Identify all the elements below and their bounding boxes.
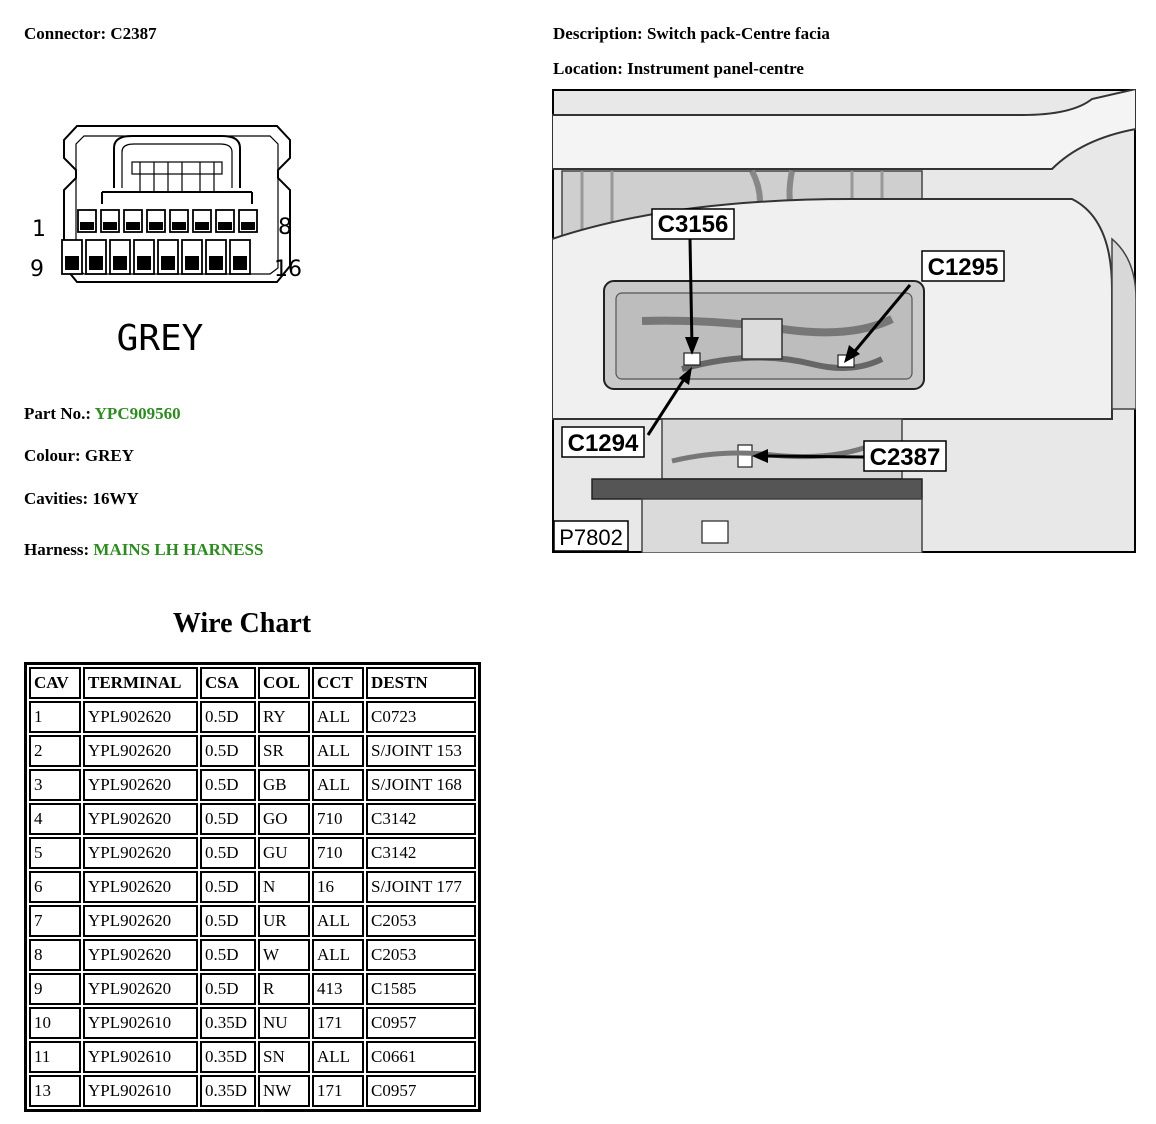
- pin-16-label: 16: [274, 257, 302, 282]
- cct-cell: 16: [312, 871, 364, 903]
- cav-cell: 10: [29, 1007, 81, 1039]
- cct-cell: 413: [312, 973, 364, 1005]
- harness-row: Harness: MAINS LH HARNESS: [24, 540, 264, 559]
- terminal-cell: YPL902620: [83, 871, 198, 903]
- location-value: Instrument panel-centre: [627, 59, 804, 78]
- cct-cell: ALL: [312, 701, 364, 733]
- table-row: [29, 701, 476, 733]
- cct-cell: ALL: [312, 939, 364, 971]
- col-cell: GB: [258, 769, 310, 801]
- header-destn: DESTN: [366, 667, 476, 699]
- header-cct: CCT: [312, 667, 364, 699]
- destn-cell: S/JOINT 168: [366, 769, 476, 801]
- csa-cell: 0.35D: [200, 1007, 256, 1039]
- table-row: [29, 769, 476, 801]
- destn-cell: C2053: [366, 905, 476, 937]
- location-heading: Location: Instrument panel-centre: [553, 59, 804, 78]
- cav-cell: 1: [29, 701, 81, 733]
- terminal-cell: YPL902610: [83, 1075, 198, 1107]
- cavities-value: 16WY: [92, 489, 139, 508]
- csa-cell: 0.5D: [200, 837, 256, 869]
- connector-heading: Connector: C2387: [24, 24, 157, 43]
- callout-c3156: C3156: [657, 211, 729, 238]
- col-cell: SR: [258, 735, 310, 767]
- header-col: COL: [258, 667, 310, 699]
- header-cav: CAV: [29, 667, 81, 699]
- header-terminal: TERMINAL: [83, 667, 198, 699]
- colour-caption: GREY: [116, 318, 204, 359]
- location-photo: [552, 89, 1136, 553]
- cav-cell: 5: [29, 837, 81, 869]
- col-cell: RY: [258, 701, 310, 733]
- cct-cell: ALL: [312, 769, 364, 801]
- table-row: [29, 871, 476, 903]
- csa-cell: 0.5D: [200, 871, 256, 903]
- part-no-row: Part No.: YPC909560: [24, 404, 181, 423]
- table-row: [29, 939, 476, 971]
- cav-cell: 8: [29, 939, 81, 971]
- cct-cell: 710: [312, 803, 364, 835]
- terminal-cell: YPL902610: [83, 1007, 198, 1039]
- destn-cell: C3142: [366, 837, 476, 869]
- description-value: Switch pack-Centre facia: [646, 24, 830, 43]
- figure-id: P7802: [559, 525, 623, 550]
- destn-cell: C0661: [366, 1041, 476, 1073]
- harness-link[interactable]: MAINS LH HARNESS: [93, 540, 264, 559]
- csa-cell: 0.5D: [200, 939, 256, 971]
- colour-value: GREY: [84, 446, 135, 465]
- col-cell: NW: [258, 1075, 310, 1107]
- cct-cell: ALL: [312, 905, 364, 937]
- terminal-cell: YPL902620: [83, 905, 198, 937]
- wire-chart-table: [24, 662, 481, 1112]
- table-row: [29, 1007, 476, 1039]
- cct-cell: ALL: [312, 1041, 364, 1073]
- csa-cell: 0.35D: [200, 1075, 256, 1107]
- destn-cell: C0957: [366, 1075, 476, 1107]
- cav-cell: 9: [29, 973, 81, 1005]
- csa-cell: 0.5D: [200, 701, 256, 733]
- destn-cell: S/JOINT 153: [366, 735, 476, 767]
- col-cell: N: [258, 871, 310, 903]
- callout-c2387: C2387: [869, 444, 941, 471]
- csa-cell: 0.5D: [200, 769, 256, 801]
- pin-8-label: 8: [278, 215, 292, 240]
- cavities-row: Cavities: 16WY: [24, 489, 139, 508]
- terminal-cell: YPL902610: [83, 1041, 198, 1073]
- cav-cell: 7: [29, 905, 81, 937]
- destn-cell: C0957: [366, 1007, 476, 1039]
- terminal-cell: YPL902620: [83, 973, 198, 1005]
- cct-cell: 171: [312, 1075, 364, 1107]
- callout-c1294: C1294: [567, 430, 639, 457]
- col-cell: UR: [258, 905, 310, 937]
- table-row: [29, 973, 476, 1005]
- wire-chart-title: Wire Chart: [172, 608, 312, 639]
- pin-9-label: 9: [30, 257, 44, 282]
- callout-c1295: C1295: [927, 254, 999, 281]
- destn-cell: C0723: [366, 701, 476, 733]
- col-cell: R: [258, 973, 310, 1005]
- csa-cell: 0.5D: [200, 803, 256, 835]
- csa-cell: 0.35D: [200, 1041, 256, 1073]
- csa-cell: 0.5D: [200, 973, 256, 1005]
- col-cell: NU: [258, 1007, 310, 1039]
- table-row: [29, 1075, 476, 1107]
- table-row: [29, 905, 476, 937]
- destn-cell: C2053: [366, 939, 476, 971]
- table-row: [29, 837, 476, 869]
- cav-cell: 4: [29, 803, 81, 835]
- col-cell: SN: [258, 1041, 310, 1073]
- csa-cell: 0.5D: [200, 905, 256, 937]
- col-cell: GU: [258, 837, 310, 869]
- connector-id: C2387: [110, 24, 157, 43]
- terminal-cell: YPL902620: [83, 735, 198, 767]
- connector-face-diagram: [22, 118, 312, 363]
- destn-cell: C1585: [366, 973, 476, 1005]
- cct-cell: 171: [312, 1007, 364, 1039]
- part-no-link[interactable]: YPC909560: [94, 404, 181, 423]
- cav-cell: 11: [29, 1041, 81, 1073]
- csa-cell: 0.5D: [200, 735, 256, 767]
- terminal-cell: YPL902620: [83, 837, 198, 869]
- destn-cell: C3142: [366, 803, 476, 835]
- col-cell: GO: [258, 803, 310, 835]
- terminal-cell: YPL902620: [83, 701, 198, 733]
- cct-cell: ALL: [312, 735, 364, 767]
- table-row: [29, 1041, 476, 1073]
- table-header-row: [29, 667, 476, 699]
- cav-cell: 3: [29, 769, 81, 801]
- header-csa: CSA: [200, 667, 256, 699]
- colour-row: Colour: GREY: [24, 446, 135, 465]
- cav-cell: 6: [29, 871, 81, 903]
- cav-cell: 13: [29, 1075, 81, 1107]
- table-row: [29, 735, 476, 767]
- terminal-cell: YPL902620: [83, 803, 198, 835]
- cav-cell: 2: [29, 735, 81, 767]
- description-heading: Description: Switch pack-Centre facia: [553, 24, 830, 43]
- col-cell: W: [258, 939, 310, 971]
- pin-1-label: 1: [32, 217, 46, 242]
- terminal-cell: YPL902620: [83, 939, 198, 971]
- destn-cell: S/JOINT 177: [366, 871, 476, 903]
- cct-cell: 710: [312, 837, 364, 869]
- table-row: [29, 803, 476, 835]
- terminal-cell: YPL902620: [83, 769, 198, 801]
